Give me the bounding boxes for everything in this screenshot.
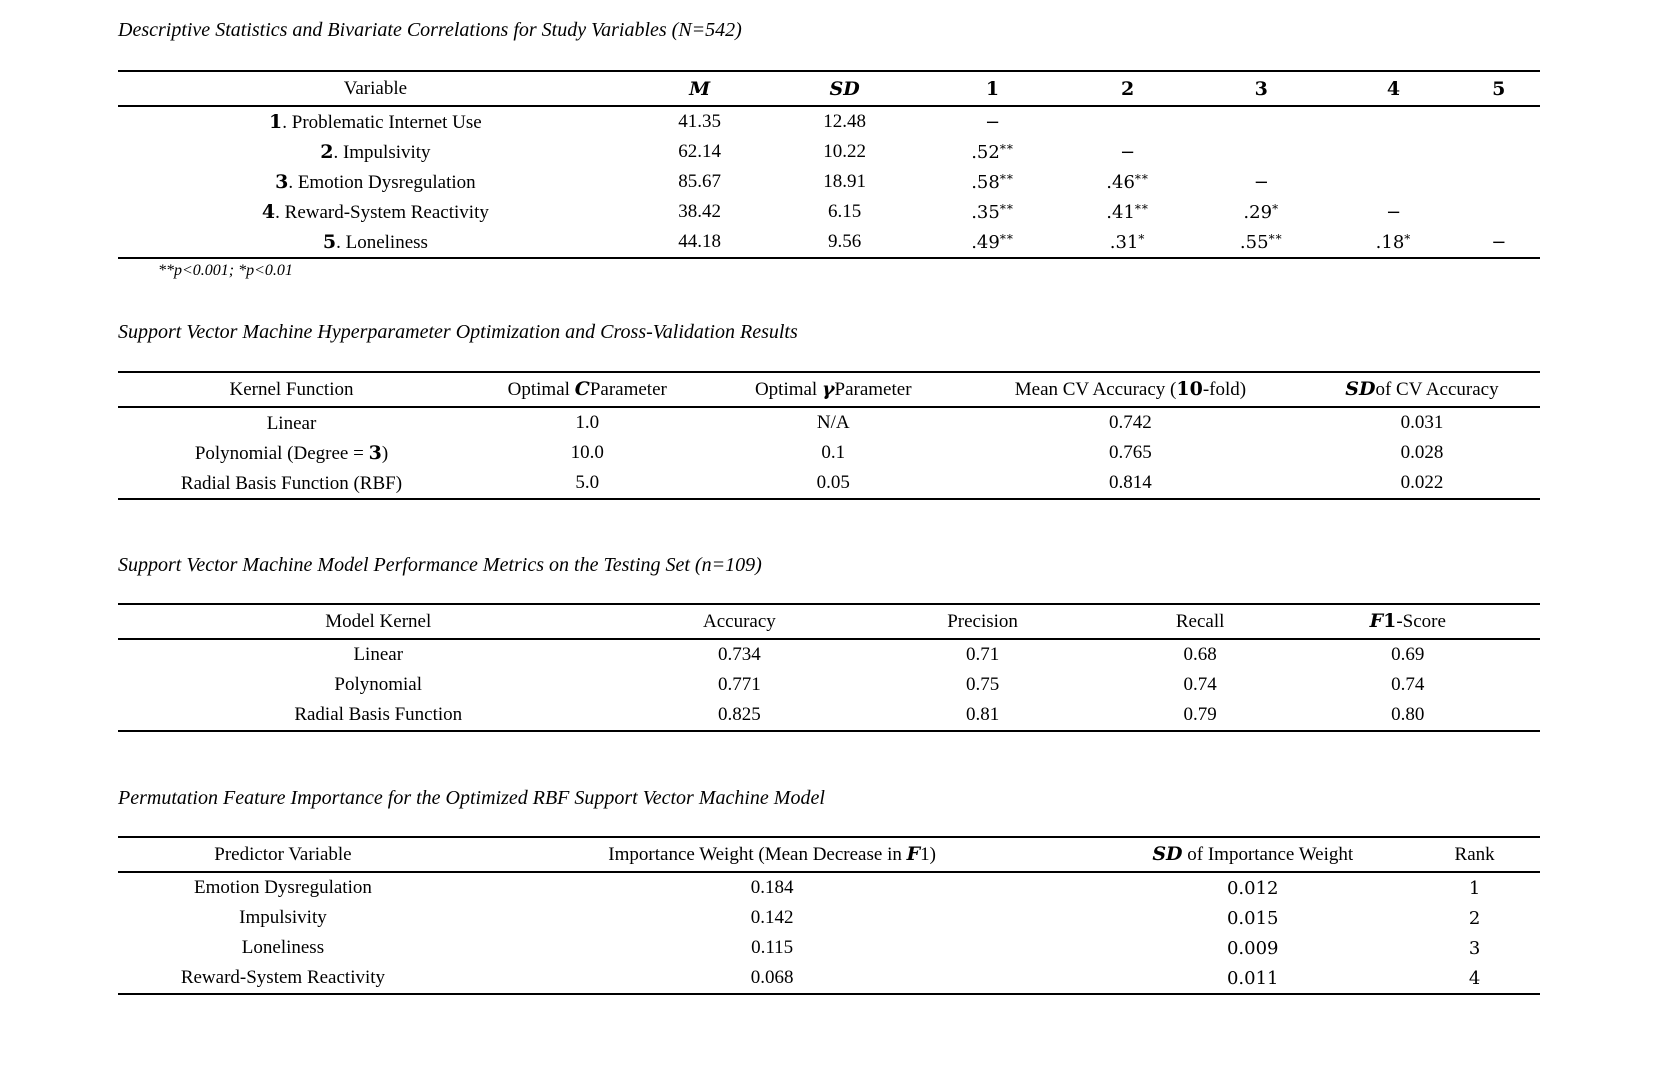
cell-weight: 0.184: [750, 877, 794, 898]
cell-corr-1: [923, 137, 1062, 167]
corr-value: .35: [971, 201, 1000, 223]
cell-cv-sd: 0.028: [1400, 442, 1444, 463]
cell-corr-1: [923, 167, 1062, 197]
descriptives-header-row: [118, 71, 1540, 106]
cell-mean: 85.67: [678, 171, 721, 192]
cell-gamma-parameter: N/A: [816, 412, 850, 433]
cell-variable: [118, 106, 633, 137]
variable-label: . Loneliness: [336, 231, 428, 253]
hyperparameter-table: [118, 371, 1540, 500]
table-row: [118, 903, 1540, 933]
corr-value: −: [1491, 231, 1507, 253]
header-precision: Precision: [840, 604, 1124, 639]
table-row: [118, 407, 1540, 438]
cell-predictor: Loneliness: [241, 937, 325, 958]
cell-variable: [118, 167, 633, 197]
header-corr-5: 5: [1457, 71, 1540, 106]
cell-weight-sd: 0.012: [1226, 877, 1279, 899]
cell-weight-sd: 0.015: [1226, 907, 1279, 929]
label-part: -Score: [1396, 611, 1446, 632]
header-corr-1: 1: [923, 71, 1062, 106]
header-cv-sd: [1304, 372, 1540, 407]
cell-corr-3: [1193, 197, 1330, 227]
corr-stars: **: [999, 231, 1014, 246]
table-row: [118, 933, 1540, 963]
cell-corr-4: [1330, 167, 1458, 197]
cell-rank: 3: [1468, 937, 1481, 959]
cell-recall: 0.68: [1183, 644, 1217, 665]
corr-value: .46: [1106, 171, 1135, 193]
hyperparameter-table-title: Support Vector Machine Hyperparameter Optimization and Cross-Validation Results: [118, 321, 798, 343]
cell-corr-3: [1193, 106, 1330, 137]
cell-cv-accuracy: 0.742: [1109, 412, 1152, 433]
header-sd: SD: [766, 71, 922, 106]
corr-value: −: [984, 111, 1001, 133]
c-symbol: C: [574, 378, 590, 400]
header-f1-score: [1275, 604, 1540, 639]
cell-corr-3: [1193, 227, 1330, 258]
cell-precision: 0.81: [965, 704, 1000, 725]
corr-value: −: [1120, 141, 1136, 163]
corr-stars: **: [1268, 231, 1283, 246]
cell-rank: 2: [1468, 907, 1481, 929]
table-row: [118, 670, 1540, 700]
cell-recall: 0.79: [1183, 704, 1217, 725]
variable-label: . Emotion Dysregulation: [288, 171, 476, 193]
cell-kernel: [118, 407, 465, 438]
variable-number: 2: [320, 140, 334, 163]
label-part: Parameter: [589, 379, 667, 400]
cell-accuracy: 0.734: [718, 644, 761, 665]
corr-stars: *: [1404, 231, 1412, 246]
variable-number: 1: [269, 110, 283, 133]
cell-rank: 1: [1468, 877, 1481, 899]
f1-digit: 1: [1383, 610, 1397, 632]
gamma-symbol: γ: [821, 378, 835, 400]
cell-corr-2: [1062, 227, 1193, 258]
label-part: Optimal: [507, 379, 575, 400]
cell-weight: 0.068: [750, 967, 794, 988]
corr-stars: **: [999, 141, 1014, 156]
cell-corr-4: [1330, 197, 1458, 227]
header-cv-accuracy: [957, 372, 1304, 407]
descriptives-table-title: Descriptive Statistics and Bivariate Correlations for Study Variables (N=542): [118, 19, 742, 41]
cell-precision: 0.75: [965, 674, 1000, 695]
label-part: Mean CV Accuracy (: [1014, 379, 1177, 400]
header-recall: Recall: [1125, 604, 1276, 639]
cell-corr-5: [1457, 167, 1540, 197]
cell-f1: 0.80: [1391, 704, 1425, 725]
corr-value: .52: [971, 141, 1000, 163]
cell-corr-2: [1062, 197, 1193, 227]
cell-mean: 62.14: [678, 141, 721, 162]
f-symbol: F: [906, 843, 921, 865]
header-optimal-c: [465, 372, 710, 407]
table-row: [118, 700, 1540, 731]
cell-corr-4: [1330, 227, 1458, 258]
corr-value: −: [1385, 201, 1402, 223]
header-accuracy: Accuracy: [638, 604, 840, 639]
cell-sd: 6.15: [828, 201, 862, 222]
cell-corr-1: [923, 227, 1062, 258]
cell-accuracy: 0.771: [718, 674, 761, 695]
corr-value: .41: [1106, 201, 1135, 223]
cell-cv-sd: 0.022: [1400, 472, 1444, 493]
hyperparameter-header-row: [118, 372, 1540, 407]
table-row: [118, 872, 1540, 903]
cell-model: Polynomial: [334, 674, 423, 695]
table-row: [118, 963, 1540, 994]
descriptives-table: [118, 70, 1540, 259]
table-row: [118, 227, 1540, 258]
variable-label: . Problematic Internet Use: [282, 111, 482, 133]
header-rank: Rank: [1409, 837, 1540, 872]
header-corr-3: 3: [1193, 71, 1330, 106]
table-row: [118, 106, 1540, 137]
cell-mean: 38.42: [678, 201, 721, 222]
cell-corr-1: [923, 106, 1062, 137]
performance-table: [118, 603, 1540, 732]
header-corr-2: 2: [1062, 71, 1193, 106]
header-model-kernel: Model Kernel: [118, 604, 638, 639]
cell-corr-5: [1457, 227, 1540, 258]
cell-variable: [118, 197, 633, 227]
cell-mean: 41.35: [678, 111, 721, 132]
sd-symbol: SD: [1152, 843, 1183, 865]
performance-table-title: Support Vector Machine Model Performance Metrics on the Testing Set (n=109): [118, 554, 762, 576]
variable-number: 4: [261, 200, 276, 223]
corr-value: .31: [1109, 231, 1139, 253]
corr-stars: *: [1272, 201, 1280, 216]
table-row: [118, 167, 1540, 197]
header-importance-sd: [1096, 837, 1409, 872]
corr-stars: **: [1134, 201, 1149, 216]
importance-table: [118, 836, 1540, 995]
cell-corr-5: [1457, 197, 1540, 227]
cell-cv-accuracy: 0.814: [1109, 472, 1152, 493]
variable-number: 3: [275, 170, 289, 193]
label-part: Importance Weight (Mean Decrease in: [608, 844, 907, 865]
importance-table-title: Permutation Feature Importance for the Optimized RBF Support Vector Machine Model: [118, 787, 825, 809]
label-part: of CV Accuracy: [1375, 379, 1499, 400]
significance-footnote: **p<0.001; *p<0.01: [158, 262, 293, 279]
cell-corr-1: [923, 197, 1062, 227]
cell-corr-2: [1062, 167, 1193, 197]
cell-weight-sd: 0.011: [1226, 967, 1279, 989]
corr-value: .49: [971, 231, 1000, 253]
cell-model: Radial Basis Function: [294, 704, 463, 725]
cell-weight: 0.115: [751, 937, 794, 958]
corr-value: .18: [1375, 231, 1405, 253]
cell-cv-accuracy: 0.765: [1109, 442, 1152, 463]
kernel-label: Radial Basis Function (RBF): [180, 472, 403, 494]
cell-cv-sd: 0.031: [1400, 412, 1444, 433]
label-part: of Importance Weight: [1182, 844, 1354, 865]
f-symbol: F: [1369, 610, 1384, 632]
corr-stars: **: [999, 201, 1014, 216]
table-row: [118, 468, 1540, 499]
table-row: [118, 438, 1540, 468]
cell-corr-5: [1457, 137, 1540, 167]
cell-corr-2: [1062, 137, 1193, 167]
cell-precision: 0.71: [965, 644, 1000, 665]
cell-c-parameter: 1.0: [575, 412, 600, 433]
table-row: [118, 197, 1540, 227]
cell-mean: 44.18: [678, 231, 721, 252]
cell-gamma-parameter: 0.1: [821, 442, 846, 463]
cell-corr-3: [1193, 137, 1330, 167]
kernel-label: ): [381, 442, 389, 464]
cell-f1: 0.69: [1391, 644, 1425, 665]
corr-value: .29: [1243, 201, 1273, 223]
kernel-degree: 3: [368, 441, 382, 464]
cell-kernel: [118, 438, 465, 468]
cell-corr-2: [1062, 106, 1193, 137]
header-corr-4: 4: [1330, 71, 1458, 106]
table-row: [118, 639, 1540, 670]
label-part: Parameter: [834, 379, 912, 400]
corr-value: .55: [1239, 231, 1269, 253]
fold-count: 10: [1176, 378, 1203, 400]
corr-stars: *: [1138, 231, 1146, 246]
variable-label: . Impulsivity: [333, 141, 431, 163]
cell-predictor: Reward-System Reactivity: [180, 967, 386, 988]
corr-stars: **: [1134, 171, 1149, 186]
cell-predictor: Emotion Dysregulation: [194, 877, 372, 898]
label-part: 1): [920, 844, 936, 865]
cell-variable: [118, 227, 633, 258]
header-variable: Variable: [118, 71, 633, 106]
header-kernel-function: Kernel Function: [118, 372, 465, 407]
cell-c-parameter: 10.0: [570, 442, 604, 463]
cell-corr-4: [1330, 137, 1458, 167]
cell-kernel: [118, 468, 465, 499]
cell-recall: 0.74: [1183, 674, 1217, 695]
cell-predictor: Impulsivity: [239, 907, 327, 928]
header-predictor: Predictor Variable: [118, 837, 448, 872]
cell-sd: 9.56: [828, 231, 862, 252]
variable-number: 5: [322, 230, 337, 253]
cell-sd: 10.22: [823, 141, 867, 162]
cell-accuracy: 0.825: [718, 704, 761, 725]
cell-weight: 0.142: [750, 907, 794, 928]
sd-symbol: SD: [1345, 378, 1376, 400]
kernel-label: Linear: [266, 412, 317, 434]
kernel-label: Polynomial (Degree =: [194, 442, 369, 464]
corr-value: .58: [971, 171, 1000, 193]
cell-corr-3: [1193, 167, 1330, 197]
table-row: [118, 137, 1540, 167]
cell-weight-sd: 0.009: [1226, 937, 1279, 959]
cell-f1: 0.74: [1391, 674, 1425, 695]
header-optimal-gamma: [710, 372, 957, 407]
variable-label: . Reward-System Reactivity: [275, 201, 489, 223]
cell-sd: 18.91: [823, 171, 867, 192]
cell-model: Linear: [353, 644, 404, 665]
label-part: -fold): [1202, 379, 1247, 400]
cell-c-parameter: 5.0: [575, 472, 600, 493]
label-part: Optimal: [754, 379, 822, 400]
cell-gamma-parameter: 0.05: [816, 472, 850, 493]
cell-corr-5: [1457, 106, 1540, 137]
cell-variable: [118, 137, 633, 167]
header-importance-weight: [448, 837, 1096, 872]
cell-corr-4: [1330, 106, 1458, 137]
performance-header-row: [118, 604, 1540, 639]
importance-header-row: [118, 837, 1540, 872]
cell-sd: 12.48: [823, 111, 867, 132]
header-mean: M: [633, 71, 767, 106]
cell-rank: 4: [1468, 967, 1481, 989]
corr-stars: **: [999, 171, 1014, 186]
corr-value: −: [1253, 171, 1269, 193]
